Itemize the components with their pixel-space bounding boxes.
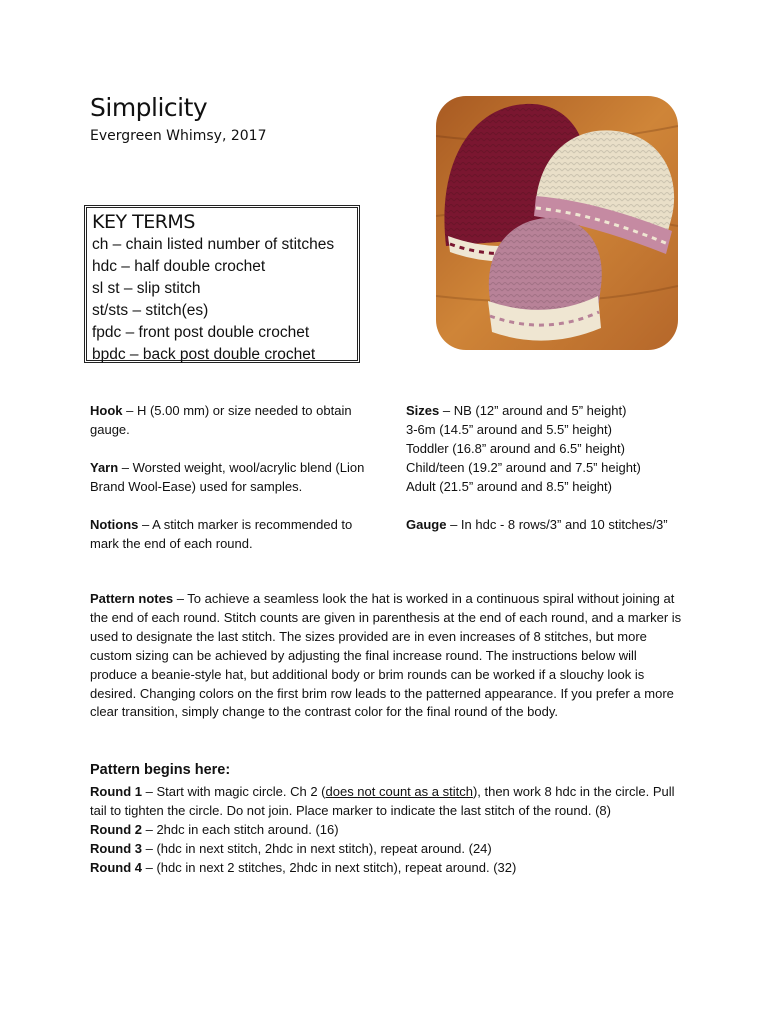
pattern-notes-label: Pattern notes: [90, 591, 174, 606]
size-line: – NB (12” around and 5” height): [439, 403, 627, 418]
gauge-text: – In hdc - 8 rows/3” and 10 stitches/3”: [446, 517, 668, 532]
crochet-hats-photo: [436, 96, 678, 350]
pattern-rounds: [90, 782, 685, 877]
notions-text: – A stitch marker is recommended to mark the end of each round.: [90, 517, 353, 551]
key-terms-box: [84, 205, 360, 363]
size-line: Toddler (16.8” around and 6.5” height): [406, 441, 625, 456]
round-4: [90, 858, 685, 877]
hook-info: [90, 401, 365, 439]
size-line: 3-6m (14.5” around and 5.5” height): [406, 422, 612, 437]
round-2: [90, 820, 685, 839]
round-underline-text: does not count as a stitch: [325, 784, 473, 799]
key-term-item: st/sts – stitch(es): [92, 302, 209, 319]
sizes-column: [406, 401, 696, 553]
round-text: – (hdc in next 2 stitches, 2hdc in next stitch), repeat around. (32): [142, 860, 517, 875]
page-title: Simplicity: [90, 93, 208, 122]
round-label: Round 2: [90, 822, 142, 837]
materials-column: [90, 401, 365, 572]
key-terms-list: [92, 234, 352, 366]
key-term-item: bpdc – back post double crochet: [92, 346, 316, 363]
size-line: Child/teen (19.2” around and 7.5” height): [406, 460, 641, 475]
round-label: Round 3: [90, 841, 142, 856]
yarn-text: – Worsted weight, wool/acrylic blend (Lion Brand Wool-Ease) used for samples.: [90, 460, 365, 494]
size-line: Adult (21.5” around and 8.5” height): [406, 479, 612, 494]
pattern-notes-text: – To achieve a seamless look the hat is worked in a continuous spiral without joining at the end of each round. Stitch counts are given in parenthesis at the end of each round, and a marker is used to designate the last stitch. The sizes provided are in even increases of 8 stitches, but more custom sizing can be achieved by adjusting the final increase round. The instructions below will produce a beanie-style hat, but additional body or brim rounds can be worked if a slouchy look is desired. Changing colors on the first brim row leads to the patterned appearance. If you prefer a more clear transition, simply change to the contrast color for the final round of the body.: [90, 591, 682, 720]
key-term-item: fpdc – front post double crochet: [92, 324, 310, 341]
round-label: Round 1: [90, 784, 142, 799]
round-text: – 2hdc in each stitch around. (16): [142, 822, 339, 837]
round-text: ), then work 8 hdc in the circle. Pull tail to tighten the circle. Do not join. Place marker to indicate the last stitch of the round. (8): [90, 784, 675, 818]
hook-text: – H (5.00 mm) or size needed to obtain gauge.: [90, 403, 352, 437]
round-text: – Start with magic circle. Ch 2 (: [142, 784, 326, 799]
key-term-item: sl st – slip stitch: [92, 280, 201, 297]
key-term-item: ch – chain listed number of stitches: [92, 236, 335, 253]
page-subtitle: Evergreen Whimsy, 2017: [90, 128, 267, 144]
yarn-info: [90, 458, 365, 496]
round-3: [90, 839, 685, 858]
sizes-label: Sizes: [406, 403, 440, 418]
yarn-label: Yarn: [90, 460, 119, 475]
hook-label: Hook: [90, 403, 123, 418]
gauge-label: Gauge: [406, 517, 447, 532]
pattern-heading: Pattern begins here:: [90, 762, 231, 778]
pattern-notes: [90, 590, 685, 722]
notions-label: Notions: [90, 517, 139, 532]
key-term-item: hdc – half double crochet: [92, 258, 266, 275]
gauge-info: [406, 515, 696, 534]
key-terms-heading: KEY TERMS: [92, 211, 195, 233]
round-label: Round 4: [90, 860, 142, 875]
hats-illustration-icon: [436, 96, 678, 350]
sizes-info: [406, 401, 696, 496]
round-1: [90, 782, 685, 820]
round-text: – (hdc in next stitch, 2hdc in next stitch), repeat around. (24): [142, 841, 492, 856]
notions-info: [90, 515, 365, 553]
